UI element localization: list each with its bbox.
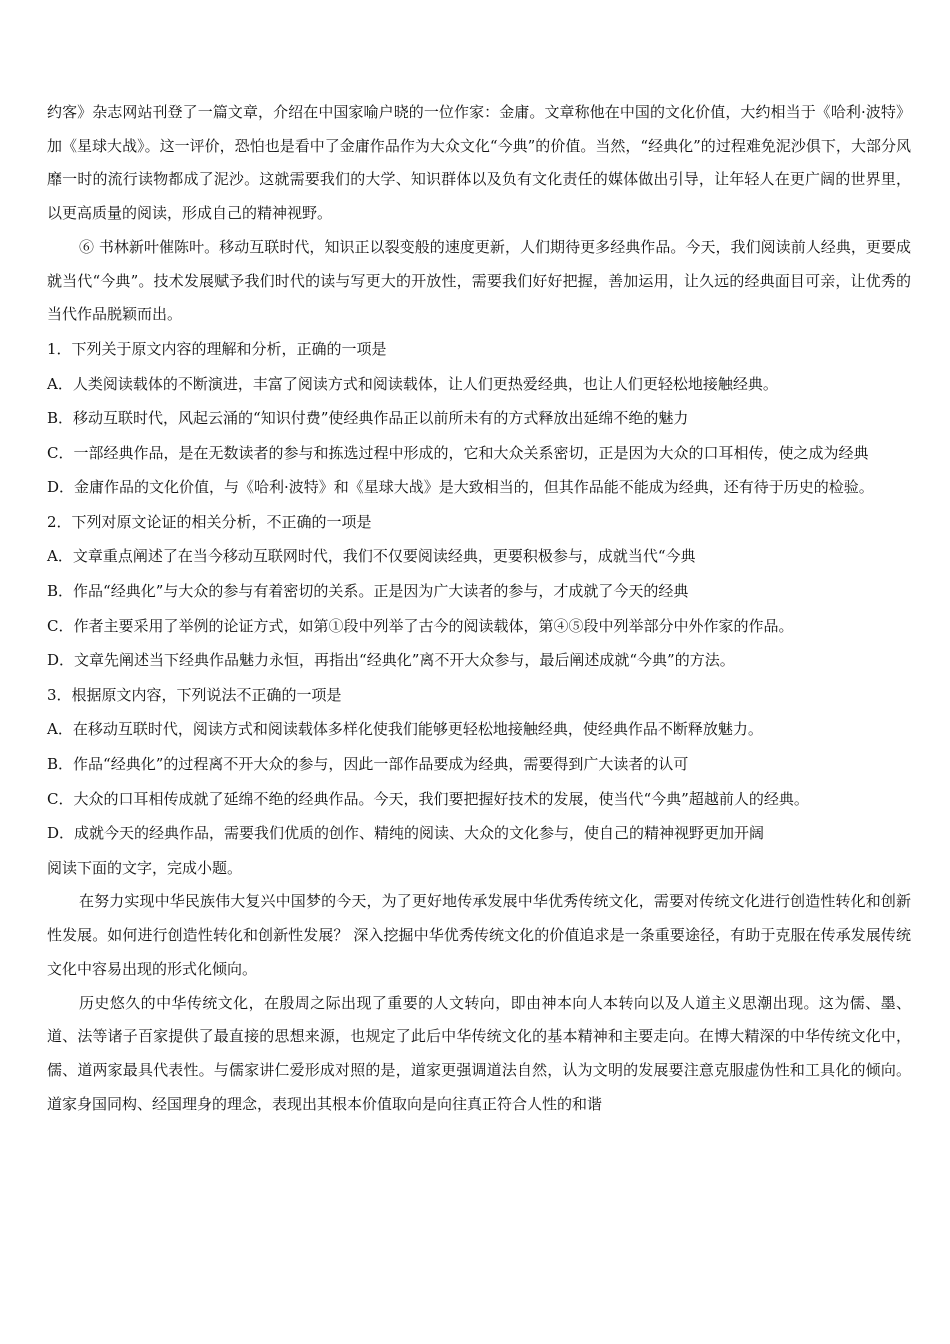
question-1-option-d: D．金庸作品的文化价值，与《哈利·波特》和《星球大战》是大致相当的，但其作品能不能成为经典，还有待于历史的检验。 [47,478,874,497]
question-1-option-a: A．人类阅读载体的不断演进，丰富了阅读方式和阅读载体，让人们更热爱经典，也让人们更轻松地接触经典。 [47,374,778,393]
passage2-paragraph-1: 在努力实现中华民族伟大复兴中国梦的今天，为了更好地传承发展中华优秀传统文化，需要对传统文化进行创造性转化和创新性发展。如何进行创造性转化和创新性发展？ 深入挖掘中华优秀传统文化的价值追求是一条重要途径，有助于克服在传承发展传统文化中容易出现的形式化倾向。 [47,892,911,978]
question-1-option-b: B．移动互联时代，风起云涌的“知识付费”使经典作品正以前所未有的方式释放出延绵不绝的魅力 [47,409,689,428]
question-1-stem: 1．下列关于原文内容的理解和分析，正确的一项是 [47,339,387,358]
document-body [47,96,911,1121]
question-2-option-d: D．文章先阐述当下经典作品魅力永恒，再指出“经典化”离不开大众参与，最后阐述成就“今典”的方法。 [47,651,735,670]
question-3-option-b: B．作品“经典化”的过程离不开大众的参与，因此一部作品要成为经典，需要得到广大读者的认可 [47,755,689,774]
question-3-stem: 3．根据原文内容，下列说法不正确的一项是 [47,685,342,704]
question-2-option-a: A．文章重点阐述了在当今移动互联网时代，我们不仅要阅读经典，更要积极参与，成就当代“今典 [47,547,696,566]
passage1-paragraph-continued: 约客》杂志网站刊登了一篇文章，介绍在中国家喻户晓的一位作家：金庸。文章称他在中国的文化价值，大约相当于《哈利·波特》加《星球大战》。这一评价，恐怕也是看中了金庸作品作为大众文化“今典”的价值。当然，“经典化”的过程难免泥沙俱下，大部分风靡一时的流行读物都成了泥沙。这就需要我们的大学、知识群体以及负有文化责任的媒体做出引导，让年轻人在更广阔的世界里，以更高质量的阅读，形成自己的精神视野。 [47,103,911,223]
question-2-stem: 2．下列对原文论证的相关分析，不正确的一项是 [47,512,372,531]
passage2-instruction: 阅读下面的文字，完成小题。 [47,858,243,877]
question-1-option-c: C．一部经典作品，是在无数读者的参与和拣选过程中形成的，它和大众关系密切，正是因为大众的口耳相传，使之成为经典 [47,443,869,462]
question-3-option-c: C．大众的口耳相传成就了延绵不绝的经典作品。今天，我们要把握好技术的发展，使当代“今典”超越前人的经典。 [47,789,809,808]
question-2-option-c: C．作者主要采用了举例的论证方式，如第①段中列举了古今的阅读载体，第④⑤段中列举部分中外作家的作品。 [47,616,794,635]
passage1-paragraph-6: ⑥ 书林新叶催陈叶。移动互联时代，知识正以裂变般的速度更新，人们期待更多经典作品。今天，我们阅读前人经典，更要成就当代“今典”。技术发展赋予我们时代的读与写更大的开放性，需要我们好好把握，善加运用，让久远的经典面目可亲，让优秀的当代作品脱颖而出。 [47,237,911,324]
question-3-option-d: D．成就今天的经典作品，需要我们优质的创作、精纯的阅读、大众的文化参与，使自己的精神视野更加开阔 [47,824,765,843]
passage2-paragraph-2: 历史悠久的中华传统文化，在殷周之际出现了重要的人文转向，即由神本向人本转向以及人道主义思潮出现。这为儒、墨、道、法等诸子百家提供了最直接的思想来源，也规定了此后中华传统文化的基本精神和主要走向。在博大精深的中华传统文化中，儒、道两家最具代表性。与儒家讲仁爱形成对照的是，道家更强调道法自然，认为文明的发展要注意克服虚伪性和工具化的倾向。道家身国同构、经国理身的理念，表现出其根本价值取向是向往真正符合人性的和谐 [47,993,911,1113]
question-3-option-a: A．在移动互联时代，阅读方式和阅读载体多样化使我们能够更轻松地接触经典，使经典作品不断释放魅力。 [47,720,763,739]
question-2-option-b: B．作品“经典化”与大众的参与有着密切的关系。正是因为广大读者的参与，才成就了今天的经典 [47,582,689,601]
